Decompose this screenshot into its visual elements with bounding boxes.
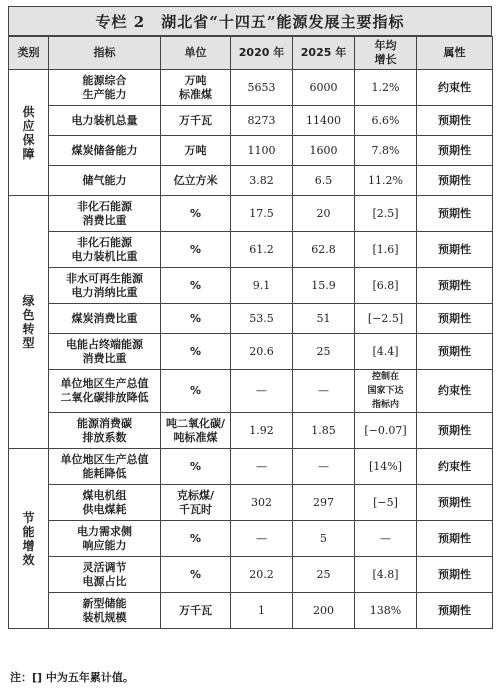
attribute-cell: 预期性 — [417, 304, 493, 334]
value-2020-cell: 1100 — [231, 136, 293, 166]
indicator-cell: 灵活调节 电源占比 — [49, 557, 161, 593]
table-row — [9, 485, 493, 521]
header-unit: 单位 — [161, 37, 231, 70]
value-2020-cell: 20.6 — [231, 334, 293, 370]
value-2025-cell: 1600 — [293, 136, 355, 166]
category-green: 绿 色 转 型 — [9, 196, 49, 449]
attribute-cell: 预期性 — [417, 268, 493, 304]
unit-cell: 万吨 标准煤 — [161, 70, 231, 106]
category-supply: 供 应 保 障 — [9, 70, 49, 196]
table-row — [9, 268, 493, 304]
attribute-cell: 预期性 — [417, 334, 493, 370]
table-row — [9, 521, 493, 557]
avg-growth-cell: [4.8] — [355, 557, 417, 593]
value-2020-cell: 53.5 — [231, 304, 293, 334]
unit-cell: % — [161, 196, 231, 232]
attribute-cell: 预期性 — [417, 136, 493, 166]
value-2020-cell: 3.82 — [231, 166, 293, 196]
avg-growth-cell: — — [355, 521, 417, 557]
attribute-cell: 预期性 — [417, 593, 493, 629]
value-2025-cell: 6.5 — [293, 166, 355, 196]
value-2025-cell: 15.9 — [293, 268, 355, 304]
attribute-cell: 约束性 — [417, 449, 493, 485]
value-2025-cell: 62.8 — [293, 232, 355, 268]
indicator-table — [8, 36, 493, 629]
table-row — [9, 370, 493, 413]
avg-growth-cell: [1.6] — [355, 232, 417, 268]
attribute-cell: 预期性 — [417, 166, 493, 196]
header-indicator: 指标 — [49, 37, 161, 70]
table-row — [9, 413, 493, 449]
value-2025-cell: — — [293, 449, 355, 485]
unit-cell: 万千瓦 — [161, 106, 231, 136]
avg-growth-cell: 1.2% — [355, 70, 417, 106]
indicator-cell: 储气能力 — [49, 166, 161, 196]
avg-growth-cell: [−5] — [355, 485, 417, 521]
value-2025-cell: 1.85 — [293, 413, 355, 449]
indicator-cell: 非水可再生能源 电力消纳比重 — [49, 268, 161, 304]
unit-cell: % — [161, 232, 231, 268]
attribute-cell: 预期性 — [417, 521, 493, 557]
avg-growth-cell: 7.8% — [355, 136, 417, 166]
value-2025-cell: 6000 — [293, 70, 355, 106]
unit-cell: 吨二氧化碳/ 吨标准煤 — [161, 413, 231, 449]
unit-cell: 万千瓦 — [161, 593, 231, 629]
avg-growth-cell: [4.4] — [355, 334, 417, 370]
header-category: 类别 — [9, 37, 49, 70]
attribute-cell: 预期性 — [417, 232, 493, 268]
unit-cell: % — [161, 370, 231, 413]
header-attribute: 属性 — [417, 37, 493, 70]
table-row — [9, 196, 493, 232]
attribute-cell: 约束性 — [417, 370, 493, 413]
value-2020-cell: 302 — [231, 485, 293, 521]
indicator-cell: 电能占终端能源 消费比重 — [49, 334, 161, 370]
indicator-cell: 单位地区生产总值 能耗降低 — [49, 449, 161, 485]
value-2020-cell: 61.2 — [231, 232, 293, 268]
footnote: 注：[] 中为五年累计值。 — [10, 671, 134, 684]
value-2020-cell: 5653 — [231, 70, 293, 106]
value-2025-cell: 297 — [293, 485, 355, 521]
avg-growth-cell: [−0.07] — [355, 413, 417, 449]
indicator-cell: 新型储能 装机规模 — [49, 593, 161, 629]
unit-cell: % — [161, 449, 231, 485]
value-2025-cell: 25 — [293, 557, 355, 593]
table-row — [9, 304, 493, 334]
indicator-cell: 煤电机组 供电煤耗 — [49, 485, 161, 521]
table-row — [9, 166, 493, 196]
table-row — [9, 449, 493, 485]
attribute-cell: 预期性 — [417, 557, 493, 593]
indicator-cell: 能源综合 生产能力 — [49, 70, 161, 106]
value-2025-cell: 11400 — [293, 106, 355, 136]
value-2020-cell: 9.1 — [231, 268, 293, 304]
value-2020-cell: — — [231, 449, 293, 485]
avg-growth-cell: 控制在 国家下达 指标内 — [355, 370, 417, 413]
indicator-cell: 非化石能源 消费比重 — [49, 196, 161, 232]
value-2025-cell: 5 — [293, 521, 355, 557]
header-2020: 2020 年 — [231, 37, 293, 70]
value-2025-cell: 20 — [293, 196, 355, 232]
attribute-cell: 预期性 — [417, 196, 493, 232]
value-2020-cell: 8273 — [231, 106, 293, 136]
indicator-cell: 单位地区生产总值 二氧化碳排放降低 — [49, 370, 161, 413]
avg-growth-cell: [6.8] — [355, 268, 417, 304]
table-row — [9, 232, 493, 268]
header-row — [9, 37, 493, 70]
attribute-cell: 约束性 — [417, 70, 493, 106]
avg-growth-cell: [−2.5] — [355, 304, 417, 334]
value-2020-cell: 1.92 — [231, 413, 293, 449]
category-saving: 节 能 增 效 — [9, 449, 49, 629]
avg-growth-cell: 6.6% — [355, 106, 417, 136]
unit-cell: % — [161, 557, 231, 593]
indicator-cell: 非化石能源 电力装机比重 — [49, 232, 161, 268]
value-2020-cell: 20.2 — [231, 557, 293, 593]
value-2020-cell: — — [231, 521, 293, 557]
value-2025-cell: 200 — [293, 593, 355, 629]
header-avg-growth: 年均 增长 — [355, 37, 417, 70]
table-row — [9, 593, 493, 629]
table-title: 专栏 2 湖北省“十四五”能源发展主要指标 — [8, 6, 492, 36]
table-row — [9, 136, 493, 166]
avg-growth-cell: 138% — [355, 593, 417, 629]
value-2020-cell: 17.5 — [231, 196, 293, 232]
value-2020-cell: 1 — [231, 593, 293, 629]
unit-cell: 万吨 — [161, 136, 231, 166]
unit-cell: 亿立方米 — [161, 166, 231, 196]
indicator-cell: 能源消费碳 排放系数 — [49, 413, 161, 449]
value-2025-cell: 51 — [293, 304, 355, 334]
table-row — [9, 106, 493, 136]
value-2025-cell: — — [293, 370, 355, 413]
avg-growth-cell: [2.5] — [355, 196, 417, 232]
table-row — [9, 334, 493, 370]
header-2025: 2025 年 — [293, 37, 355, 70]
attribute-cell: 预期性 — [417, 485, 493, 521]
indicator-cell: 煤炭储备能力 — [49, 136, 161, 166]
unit-cell: % — [161, 334, 231, 370]
attribute-cell: 预期性 — [417, 106, 493, 136]
indicator-cell: 电力需求侧 响应能力 — [49, 521, 161, 557]
value-2020-cell: — — [231, 370, 293, 413]
unit-cell: % — [161, 268, 231, 304]
value-2025-cell: 25 — [293, 334, 355, 370]
attribute-cell: 预期性 — [417, 413, 493, 449]
unit-cell: % — [161, 521, 231, 557]
table-row — [9, 70, 493, 106]
unit-cell: % — [161, 304, 231, 334]
indicator-cell: 煤炭消费比重 — [49, 304, 161, 334]
avg-growth-cell: 11.2% — [355, 166, 417, 196]
indicator-cell: 电力装机总量 — [49, 106, 161, 136]
unit-cell: 克标煤/ 千瓦时 — [161, 485, 231, 521]
avg-growth-cell: [14%] — [355, 449, 417, 485]
table-row — [9, 557, 493, 593]
